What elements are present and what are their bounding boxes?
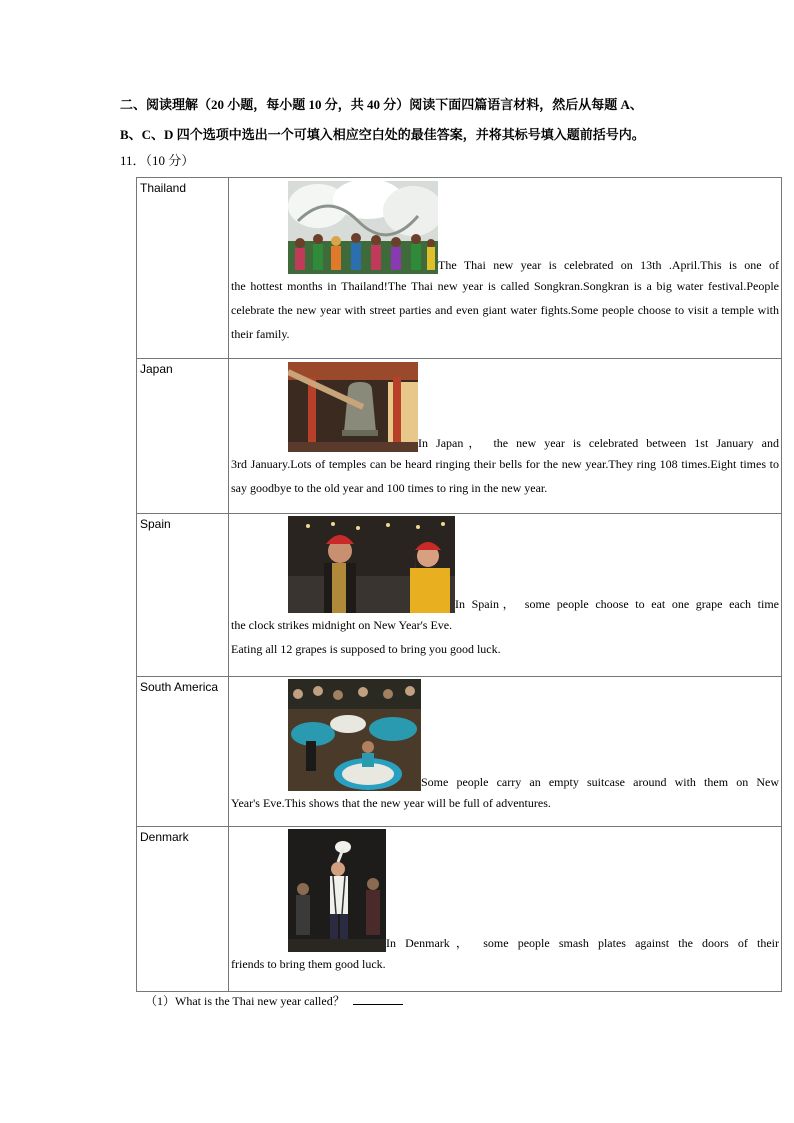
passage-lead: In Japan， the new year is celebrated between 1st January and bbox=[418, 436, 779, 450]
passage-text: friends to bring them good luck. bbox=[231, 957, 386, 971]
photo-grapes bbox=[288, 516, 455, 613]
passage-cell bbox=[229, 359, 782, 514]
question-number: 11．（10 分） bbox=[120, 153, 195, 168]
passage-lead: In Spain， some people choose to eat one grape each time bbox=[455, 597, 779, 611]
table-row bbox=[137, 677, 782, 827]
passage-table bbox=[136, 177, 782, 992]
passage-text: Year's Eve.This shows that the new year will be full of adventures. bbox=[231, 796, 551, 810]
passage-text: the hottest months in Thailand!The Thai new year is called Songkran.Songkran is a big water festival.People celebrate the new year with street parties and even giant water fights.Some people choose to visit a temple with their family. bbox=[231, 279, 779, 341]
country-cell: Thailand bbox=[137, 178, 229, 359]
table-row bbox=[137, 827, 782, 992]
question-text: （1）What is the Thai new year called？ bbox=[145, 994, 345, 1008]
question-1 bbox=[145, 992, 403, 1009]
table-row bbox=[137, 178, 782, 359]
heading-line-1: 二、阅读理解（20 小题，每小题 10 分，共 40 分）阅读下面四篇语言材料，然后从每题 A、 bbox=[120, 97, 643, 112]
table-row bbox=[137, 359, 782, 514]
photo-songkran bbox=[288, 181, 438, 274]
passage-text: 3rd January.Lots of temples can be heard ringing their bells for the new year.They ring 108 times.Eight times to say goodbye to the old year and 100 times to ring in the new year. bbox=[231, 457, 779, 495]
photo-plates bbox=[288, 829, 386, 952]
country-cell: South America bbox=[137, 677, 229, 827]
country-cell: Japan bbox=[137, 359, 229, 514]
country-cell: Spain bbox=[137, 514, 229, 677]
passage-text: the clock strikes midnight on New Year's Eve. bbox=[231, 618, 453, 632]
table-row bbox=[137, 514, 782, 677]
heading-line-2: B、C、D 四个选项中选出一个可填入相应空白处的最佳答案，并将其标号填入题前括号内。 bbox=[120, 127, 645, 142]
country-cell: Denmark bbox=[137, 827, 229, 992]
passage-lead: In Denmark， some people smash plates against the doors of their bbox=[386, 936, 779, 950]
passage-cell bbox=[229, 178, 782, 359]
passage-lead: The Thai new year is celebrated on 13th .April.This is one of bbox=[438, 258, 779, 272]
passage-cell bbox=[229, 827, 782, 992]
passage-lead: Some people carry an empty suitcase around with them on New bbox=[421, 775, 779, 789]
passage-cell bbox=[229, 677, 782, 827]
section-heading bbox=[120, 90, 690, 150]
photo-temple-bell bbox=[288, 362, 418, 452]
passage-cell bbox=[229, 514, 782, 677]
photo-dancers bbox=[288, 679, 421, 791]
passage-text: Eating all 12 grapes is supposed to bring you good luck. bbox=[231, 642, 501, 656]
answer-blank[interactable] bbox=[353, 992, 403, 1005]
